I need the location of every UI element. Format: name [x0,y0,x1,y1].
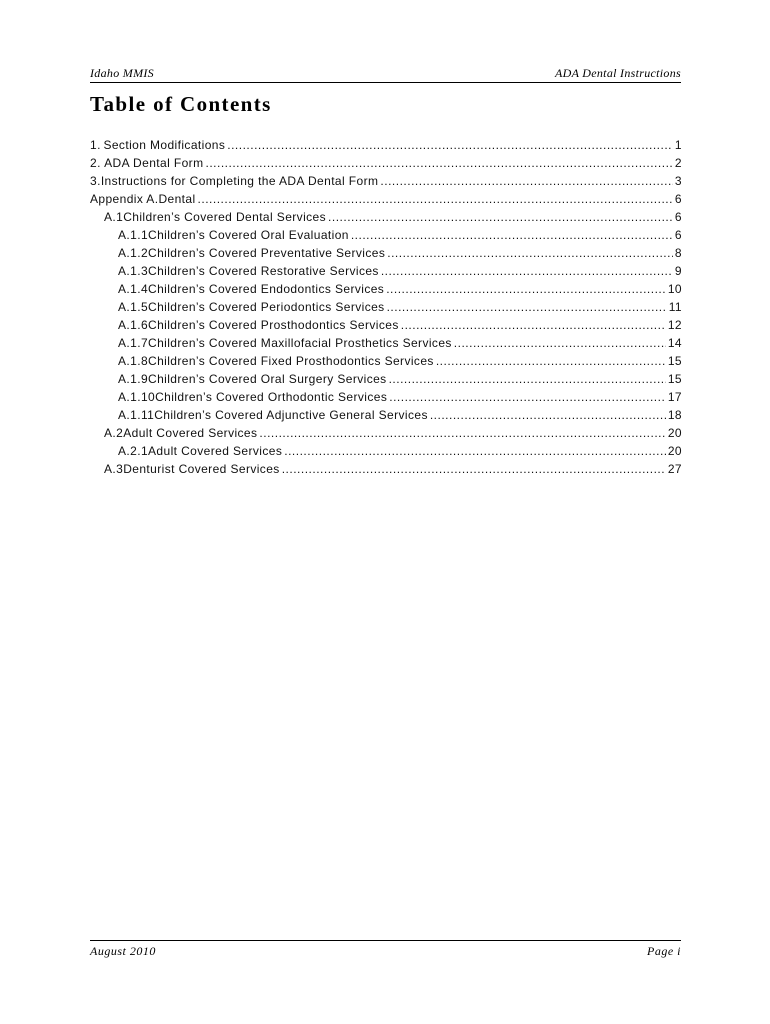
toc-entry-appendix-a[interactable] [90,190,682,208]
toc-entry-a1-10[interactable] [90,388,682,406]
toc-dot-leader [351,226,673,244]
toc-dot-leader [401,316,666,334]
toc-entry-a1-9[interactable] [90,370,682,388]
toc-entry-page: 14 [667,336,682,350]
toc-entry-a1-6[interactable] [90,316,682,334]
toc-entry-a2[interactable] [90,424,682,442]
toc-entry-title: Adult Covered Services [123,426,258,440]
toc-entry-a2-1[interactable] [90,442,682,460]
toc-dot-leader [389,388,666,406]
header-right-text: ADA Dental Instructions [554,66,681,80]
toc-entry-title: Children’s Covered Dental Services [123,210,327,224]
toc-entry-page: 9 [674,264,682,278]
toc-entry-title: Dental [158,192,196,206]
toc-dot-leader [227,136,673,154]
toc-entry-number: A.1.1 [118,228,149,242]
toc-entry-number: A.1.3 [118,264,149,278]
toc-entry-a1-7[interactable] [90,334,682,352]
toc-entry-number: 1. [90,138,101,152]
toc-entry-page: 15 [667,354,682,368]
toc-entry-title: Children’s Covered Oral Evaluation [148,228,349,242]
table-of-contents [90,136,682,478]
toc-entry-a1-3[interactable] [90,262,682,280]
toc-entry-number: A.2.1 [118,444,149,458]
toc-entry-title: Denturist Covered Services [123,462,280,476]
toc-entry-a1[interactable] [90,208,682,226]
toc-entry-number: A.1.7 [118,336,149,350]
toc-entry-instructions[interactable] [90,172,682,190]
toc-entry-page: 18 [667,408,682,422]
toc-entry-number: A.1.2 [118,246,149,260]
toc-dot-leader [386,280,666,298]
page-footer [90,940,681,961]
toc-entry-number: Appendix A. [90,192,159,206]
toc-entry-page: 10 [667,282,682,296]
toc-dot-leader [198,190,673,208]
toc-dot-leader [328,208,673,226]
toc-dot-leader [387,298,667,316]
footer-date: August 2010 [90,944,156,958]
toc-entry-title: Children’s Covered Preventative Services [148,246,386,260]
toc-entry-number: A.1 [104,210,124,224]
toc-entry-number: A.1.6 [118,318,149,332]
toc-entry-title: Children’s Covered Orthodontic Services [155,390,388,404]
toc-entry-ada-dental-form[interactable] [90,154,682,172]
toc-dot-leader [430,406,666,424]
toc-dot-leader [387,244,673,262]
toc-entry-page: 8 [674,246,682,260]
toc-entry-section-modifications[interactable] [90,136,682,154]
toc-entry-number: 2. [90,156,101,170]
page-header [90,64,681,83]
toc-entry-page: 27 [667,462,682,476]
toc-entry-number: A.3 [104,462,124,476]
toc-entry-title: Children’s Covered Oral Surgery Services [148,372,387,386]
toc-entry-title: Children’s Covered Periodontics Services [148,300,385,314]
toc-dot-leader [284,442,666,460]
toc-entry-page: 17 [667,390,682,404]
toc-entry-title: Children’s Covered Prosthodontics Services [148,318,399,332]
toc-entry-a1-1[interactable] [90,226,682,244]
toc-dot-leader [259,424,665,442]
toc-entry-page: 1 [674,138,682,152]
toc-entry-title: Children’s Covered Endodontics Services [148,282,385,296]
header-left-text: Idaho MMIS [90,66,154,80]
toc-entry-page: 6 [674,192,682,206]
toc-entry-number: A.1.4 [118,282,149,296]
toc-entry-page: 3 [674,174,682,188]
toc-entry-page: 15 [667,372,682,386]
toc-dot-leader [389,370,666,388]
toc-entry-a1-8[interactable] [90,352,682,370]
toc-entry-title: Section Modifications [103,138,226,152]
toc-entry-title: Children’s Covered Maxillofacial Prosthetics Services [148,336,452,350]
toc-entry-number: A.2 [104,426,124,440]
toc-dot-leader [205,154,672,172]
toc-entry-number: 3. [90,174,101,188]
toc-entry-number: A.1.8 [118,354,149,368]
toc-entry-number: A.1.11 [118,408,155,422]
toc-entry-a1-5[interactable] [90,298,682,316]
toc-entry-number: A.1.10 [118,390,156,404]
toc-entry-a1-2[interactable] [90,244,682,262]
toc-entry-page: 20 [667,444,682,458]
toc-entry-a1-4[interactable] [90,280,682,298]
toc-entry-title: Instructions for Completing the ADA Dental Form [100,174,379,188]
toc-entry-title: Children’s Covered Adjunctive General Services [154,408,428,422]
toc-entry-page: 2 [674,156,682,170]
toc-entry-a3[interactable] [90,460,682,478]
toc-entry-page: 6 [674,228,682,242]
toc-entry-title: Children’s Covered Fixed Prosthodontics Services [148,354,434,368]
toc-entry-a1-11[interactable] [90,406,682,424]
toc-entry-page: 20 [667,426,682,440]
toc-entry-number: A.1.9 [118,372,149,386]
toc-dot-leader [282,460,666,478]
toc-dot-leader [380,172,673,190]
toc-entry-number: A.1.5 [118,300,149,314]
toc-entry-page: 11 [668,300,682,314]
toc-dot-leader [436,352,666,370]
toc-entry-title: Children’s Covered Restorative Services [148,264,379,278]
toc-entry-page: 12 [667,318,682,332]
toc-entry-title: Adult Covered Services [148,444,283,458]
toc-entry-page: 6 [674,210,682,224]
footer-page-number: Page i [647,944,681,958]
toc-entry-title: ADA Dental Form [104,156,204,170]
toc-dot-leader [381,262,673,280]
toc-dot-leader [454,334,666,352]
page-title: Table of Contents [90,92,272,116]
